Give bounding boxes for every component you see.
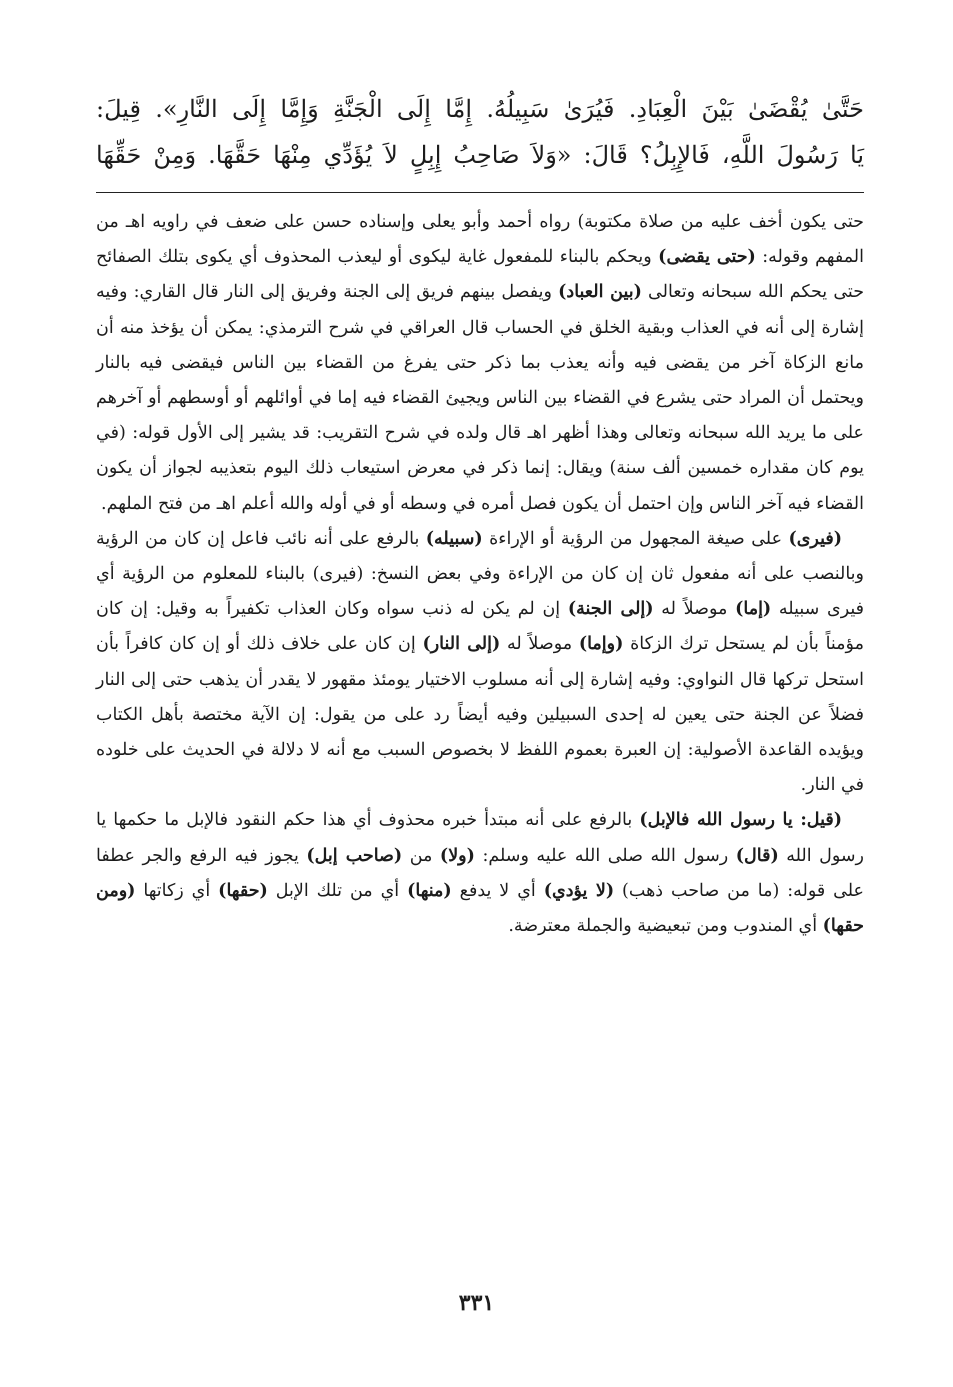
bold-term: (إلى النار) <box>422 634 501 655</box>
text-run: رسول الله صلى الله عليه وسلم: <box>474 845 736 866</box>
bold-term: (حتى يقضى) <box>658 247 756 268</box>
text-run: أي لا يدفع <box>451 880 544 901</box>
text-run: إن كان على خلاف ذلك أو إن كان كافراً بأن استحل تركها قال النواوي: وفيه إشارة إلى أنه مسلوب الاختيار يومئذ مقهور لا يقدر أن يذهب حتى إلى النار فضلاً عن الجنة حتى يعين له إحدى السبيلين وفيه أيضاً رد على من يقول: إن الآية مختصة بأهل الكتاب ويؤيده القاعدة الأصولية: إن العبرة بعموم اللفظ لا بخصوص السبب مع أنه لا دلالة في الحديث على خلوده في النار. <box>96 634 864 796</box>
text-run: بالرفع على أنه نائب فاعل إن كان من الرؤية وبالنصب على أنه مفعول ثان إن كان من الإراءة وفي بعض النسخ: (فيرى) بالبناء للمعلوم من الرؤية أي فيرى سبيله <box>96 528 864 620</box>
bold-term: (قيل: يا رسول الله فالإبل) <box>639 810 842 831</box>
text-run: أي من تلك الإبل <box>267 880 408 901</box>
text-run: أي زكاتها <box>135 880 219 901</box>
hadith-line-2: يَا رَسُولَ اللَّهِ، فَالإِبِلُ؟ قَالَ: «وَلاَ صَاحِبُ إِبِلٍ لاَ يُؤَدِّي مِنْهَا حَقَّهَا. وَمِنْ حَقِّهَا <box>96 141 864 169</box>
bold-term: (بين العباد) <box>558 282 642 303</box>
page-number: ٣٣١ <box>458 1290 495 1316</box>
bold-term: (حقها) <box>218 880 268 901</box>
text-run: موصلاً له <box>653 599 736 620</box>
text-run: على صيغة المجهول من الرؤية أو الإراءة <box>482 528 789 549</box>
hadith-line-1: حَتَّىٰ يُقْضَىٰ بَيْنَ الْعِبَادِ. فَيُرَىٰ سَبِيلُهُ. إِمَّا إِلَى الْجَنَّةِ وَإِمَّا إِلَى النَّارِ». قِيلَ: <box>96 95 864 123</box>
footnote-separator <box>96 192 864 193</box>
commentary <box>96 205 864 944</box>
bold-term: (ولا) <box>439 845 475 866</box>
bold-term: (قال) <box>735 845 779 866</box>
text-run: إن لم يكن له ذنب سواه وكان العذاب تكفيراً به وقيل: إن كان مؤمناً بأن لم يستحل ترك الزكاة <box>96 599 864 655</box>
bold-term: (إلى الجنة) <box>567 599 654 620</box>
bold-term: (إما) <box>735 599 772 620</box>
bold-term: (فيرى) <box>788 528 842 549</box>
commentary-paragraph-1 <box>96 205 864 522</box>
bold-term: (لا يؤدي) <box>543 880 615 901</box>
hadith-text <box>96 86 864 178</box>
text-run: أي المندوب ومن تبعيضية والجملة معترضة. <box>508 916 823 937</box>
page-body <box>96 86 864 944</box>
text-run: من <box>402 845 440 866</box>
bold-term: (ومن حقها) <box>96 880 864 937</box>
bold-term: (منها) <box>407 880 452 901</box>
text-run: موصلاً له <box>500 634 579 655</box>
bold-term: (سبيله) <box>425 528 483 549</box>
text-run: حتى يكون أخف عليه من صلاة مكتوبة) رواه أحمد وأبو يعلى وإسناده حسن على ضعف في راويه اهـ من المفهم وقوله: <box>96 212 864 268</box>
text-run: يجوز فيه الرفع والجر عطفا على قوله: (ما من صاحب ذهب) <box>96 845 864 901</box>
commentary-paragraph-2 <box>96 522 864 804</box>
bold-term: (وإما) <box>578 634 624 655</box>
commentary-paragraph-3 <box>96 803 864 944</box>
bold-term: (صاحب إبل) <box>306 845 403 866</box>
text-run: ويفصل بينهم فريق إلى الجنة وفريق إلى النار قال القاري: وفيه إشارة إلى أنه في العذاب وبقية الخلق في الحساب قال العراقي في شرح الترمذي: يمكن أن يؤخذ منه أن مانع الزكاة آخر من يقضى فيه وأنه يعذب بما ذكر حتى يفرغ من القضاء بين الناس فيقضى فيه بالنار ويحتمل أن المراد حتى يشرع في القضاء بين الناس ويجيئ القضاء فيه إما في أوائلهم أو أوسطهم أو آخرهم على ما يريد الله سبحانه وتعالى وهذا أظهر اهـ قال ولده في شرح التقريب: قد يشير إلى الأول قوله: (في يوم كان مقداره خمسين ألف سنة) ويقال: إنما ذكر في معرض استيعاب ذلك اليوم بتعذيبه لجواز أن يكون القضاء فيه آخر الناس وإن احتمل أن يكون فصل أمره في وسطه أو في أوله والله أعلم اهـ من فتح الملهم. <box>96 282 864 514</box>
text-run: ويحكم بالبناء للمفعول غاية ليكوى أو ليعذب المحذوف أي يكوى بتلك الصفائح حتى يحكم الله سبحانه وتعالى <box>96 247 865 303</box>
text-run: بالرفع على أنه مبتدأ خبره محذوف أي هذا حكم النقود فالإبل ما حكمها يا رسول الله <box>96 810 865 866</box>
